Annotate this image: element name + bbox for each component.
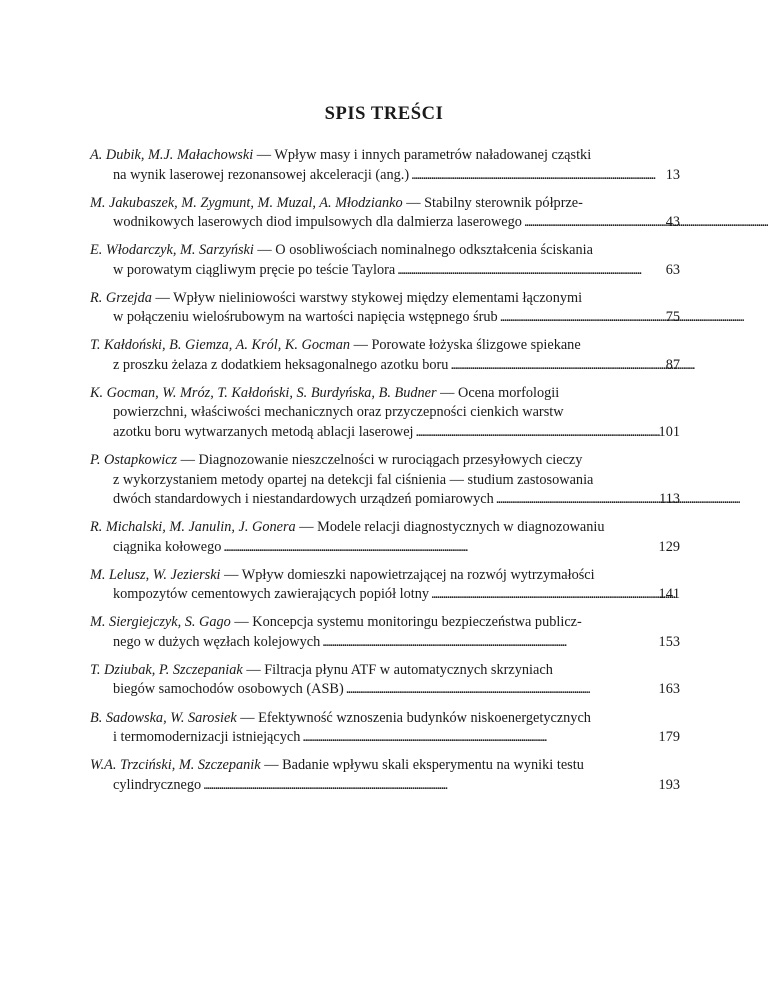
dot-leader (302, 729, 545, 745)
toc-entry-title-end: wodnikowych laserowych diod impulsowych dla dalmierza laserowego (113, 214, 522, 231)
toc-page-number: 63 (665, 261, 680, 278)
toc-entry-title-end: dwóch standardowych i niestandardowych urządzeń pomiarowych (113, 491, 494, 508)
dot-leader (346, 681, 589, 697)
toc-entry-title-start: — Wpływ masy i innych parametrów naładowanej cząstki (253, 147, 592, 163)
toc-entry-first-line (90, 451, 628, 471)
toc-entry-title-end: z proszku żelaza z dodatkiem heksagonalnego azotku boru (113, 356, 449, 373)
toc-entry-title-line: z wykorzystaniem metody opartej na detekcji fal ciśnienia — studium zastosowania (113, 471, 594, 488)
toc-entry-last-line (90, 261, 628, 281)
toc-page-number: 101 (658, 423, 680, 440)
table-of-contents (90, 146, 680, 804)
toc-entry-authors: R. Grzejda (90, 289, 152, 306)
toc-page-number: 87 (665, 356, 680, 373)
dot-leader (500, 309, 743, 325)
toc-entry-title-start: — Stabilny sterownik półprze- (402, 194, 583, 211)
toc-entry-last-line (90, 490, 628, 510)
toc-entry-text (90, 194, 628, 233)
toc-entry-authors: T. Kałdoński, B. Giemza, A. Król, K. Gocman (90, 337, 350, 354)
toc-entry-title-start: — Diagnozowanie nieszczelności w rurociągach przesyłowych cieczy (177, 452, 583, 469)
toc-entry-last-line (90, 728, 628, 748)
toc-entry[interactable] (90, 336, 680, 375)
toc-entry-text (90, 146, 628, 185)
toc-entry-title-start: — Filtracja płynu ATF w automatycznych skrzyniach (242, 661, 553, 678)
toc-entry-last-line (90, 213, 628, 233)
toc-page-number: 193 (658, 776, 680, 793)
toc-page-number: 163 (658, 681, 680, 698)
toc-page-number: 129 (658, 538, 680, 555)
toc-page-number: 113 (659, 491, 680, 508)
toc-entry[interactable] (90, 146, 680, 185)
toc-entry-last-line (90, 680, 628, 700)
toc-entry-last-line (90, 356, 628, 376)
dot-leader (322, 634, 565, 650)
toc-entry-last-line (90, 423, 628, 443)
toc-entry-first-line (90, 709, 628, 729)
toc-entry[interactable] (90, 709, 680, 748)
toc-entry-authors: P. Ostapkowicz (90, 452, 178, 469)
toc-entry[interactable] (90, 661, 680, 700)
toc-entry-authors: B. Sadowska, W. Sarosiek (90, 709, 237, 726)
toc-entry-first-line (90, 613, 628, 633)
toc-entry-last-line (90, 776, 628, 796)
toc-entry-title-start: — Efektywność wznoszenia budynków niskoenergetycznych (236, 709, 591, 726)
toc-entry-authors: M. Siergiejczyk, S. Gago (90, 614, 231, 631)
toc-entry-title-start: — Modele relacji diagnostycznych w diagnozowaniu (295, 519, 605, 536)
toc-entry-text (90, 613, 628, 652)
dot-leader (397, 262, 640, 278)
toc-entry-title-end: kompozytów cementowych zawierających popiół lotny (113, 586, 430, 603)
toc-entry-last-line (90, 166, 628, 186)
toc-entry[interactable] (90, 241, 680, 280)
toc-entry-first-line (90, 146, 628, 166)
toc-entry-title-end: na wynik laserowej rezonansowej akceleracji (ang.) (113, 166, 410, 183)
toc-entry-text (90, 661, 628, 700)
toc-entry-text (90, 289, 628, 328)
toc-entry-text (90, 336, 628, 375)
toc-entry-title-end: ciągnika kołowego (113, 538, 222, 555)
toc-entry[interactable] (90, 451, 680, 510)
dot-leader (203, 777, 446, 793)
toc-page-number: 153 (658, 633, 680, 650)
toc-entry-first-line (90, 756, 628, 776)
toc-entry-last-line (90, 585, 628, 605)
toc-entry-text (90, 566, 628, 605)
toc-entry-authors: K. Gocman, W. Mróz, T. Kałdoński, S. Burdyńska, B. Budner (90, 384, 437, 401)
dot-leader (431, 586, 674, 602)
toc-entry-text (90, 384, 628, 443)
toc-entry-title-start: — Porowate łożyska ślizgowe spiekane (350, 337, 581, 354)
toc-entry-authors: M. Jakubaszek, M. Zygmunt, M. Muzal, A. Młodzianko (90, 194, 403, 211)
toc-entry[interactable] (90, 566, 680, 605)
toc-entry-title-end: biegów samochodów osobowych (ASB) (113, 681, 344, 698)
toc-entry-first-line (90, 241, 628, 261)
toc-entry-last-line (90, 308, 628, 328)
page-title: SPIS TREŚCI (324, 104, 444, 124)
toc-page-number: 75 (665, 309, 680, 326)
toc-entry[interactable] (90, 289, 680, 328)
dot-leader (496, 491, 739, 507)
toc-entry[interactable] (90, 384, 680, 443)
toc-entry-first-line (90, 661, 628, 681)
toc-entry-authors: T. Dziubak, P. Szczepaniak (90, 661, 243, 678)
toc-entry-text (90, 518, 628, 557)
toc-page-number: 43 (665, 214, 680, 231)
toc-entry-first-line (90, 336, 628, 356)
toc-entry-text (90, 756, 628, 795)
toc-entry-text (90, 451, 628, 510)
toc-entry-title-line: powierzchni, właściwości mechanicznych oraz przyczepności cienkich warstw (113, 404, 564, 421)
toc-entry-first-line (90, 194, 628, 214)
toc-entry-title-end: nego w dużych węzłach kolejowych (113, 633, 321, 650)
toc-entry-last-line (90, 538, 628, 558)
toc-entry-authors: A. Dubik, M.J. Małachowski (90, 147, 254, 163)
toc-entry-title-start: — Wpływ domieszki napowietrzającej na rozwój wytrzymałości (220, 566, 595, 583)
toc-entry-title-end: azotku boru wytwarzanych metodą ablacji laserowej (113, 423, 414, 440)
toc-entry-first-line (90, 384, 628, 404)
toc-entry[interactable] (90, 756, 680, 795)
toc-entry[interactable] (90, 194, 680, 233)
toc-entry-title-start: — Badanie wpływu skali eksperymentu na wyniki testu (260, 757, 584, 774)
toc-entry-first-line (90, 518, 628, 538)
toc-entry-title-end: cylindrycznego (113, 776, 202, 793)
toc-entry-authors: W.A. Trzciński, M. Szczepanik (90, 757, 261, 774)
toc-entry-title-end: i termomodernizacji istniejących (113, 729, 301, 746)
dot-leader (416, 424, 659, 440)
toc-entry-last-line (90, 633, 628, 653)
toc-entry-first-line (90, 289, 628, 309)
toc-entry-authors: R. Michalski, M. Janulin, J. Gonera (90, 519, 296, 536)
toc-entry-title-end: w połączeniu wielośrubowym na wartości napięcia wstępnego śrub (113, 309, 498, 326)
toc-page-number: 179 (658, 729, 680, 746)
toc-page-number: 13 (665, 166, 680, 183)
toc-entry-title-start: — Wpływ nieliniowości warstwy stykowej między elementami łączonymi (151, 289, 583, 306)
toc-entry-title-start: — Ocena morfologii (436, 384, 560, 401)
dot-leader (223, 539, 466, 555)
toc-entry-first-line (90, 566, 628, 586)
toc-entry-title-start: — Koncepcja systemu monitoringu bezpieczeństwa publicz- (230, 614, 582, 631)
toc-entry-title-end: w porowatym ciągliwym pręcie po teście Taylora (113, 261, 396, 278)
dot-leader (411, 167, 654, 183)
toc-page-number: 141 (658, 586, 680, 603)
toc-entry-text (90, 241, 628, 280)
toc-entry-authors: M. Lelusz, W. Jezierski (90, 566, 221, 583)
toc-entry[interactable] (90, 518, 680, 557)
toc-entry-title-start: — O osobliwościach nominalnego odkształcenia ściskania (253, 242, 593, 259)
toc-entry-text (90, 709, 628, 748)
toc-entry-authors: E. Włodarczyk, M. Sarzyński (90, 242, 254, 259)
toc-entry[interactable] (90, 613, 680, 652)
